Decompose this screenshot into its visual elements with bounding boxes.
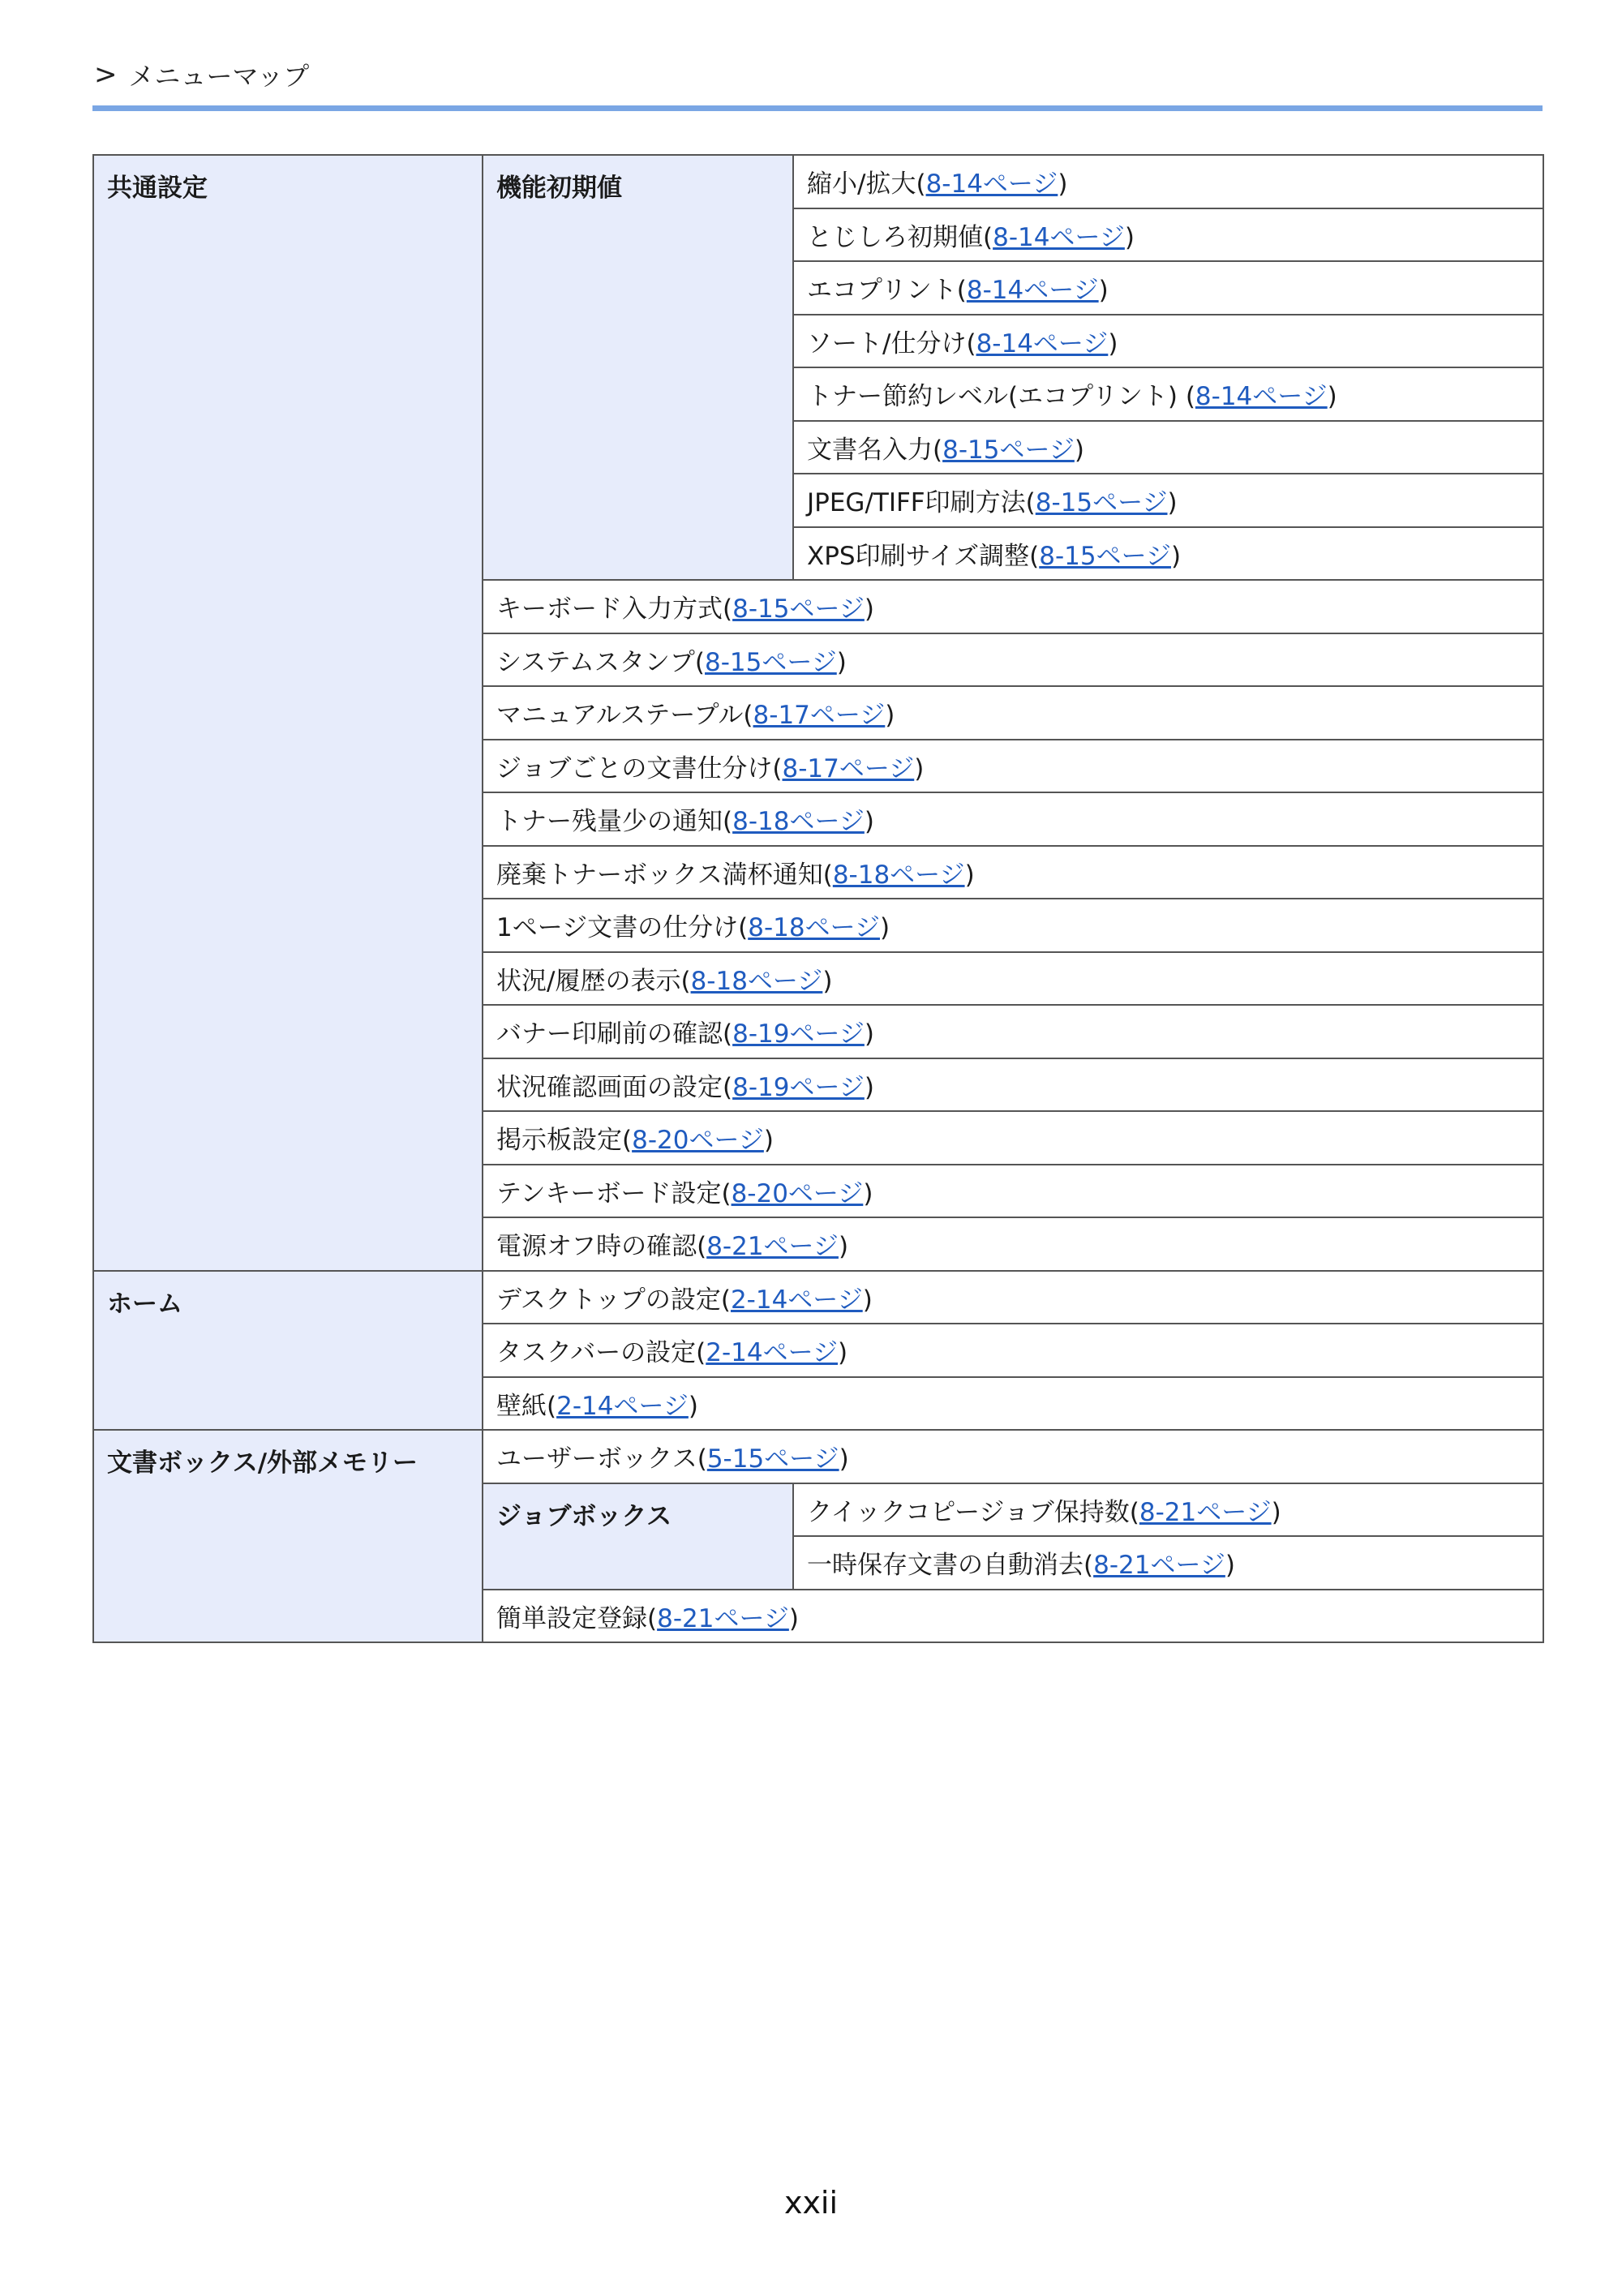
page-link[interactable]: 8-17ページ [753, 701, 886, 731]
menu-item: 一時保存文書の自動消去(8-21ページ) [793, 1536, 1543, 1590]
page-number: xxii [783, 2185, 839, 2221]
page-link[interactable]: 8-15ページ [732, 594, 865, 624]
page-link[interactable]: 8-17ページ [782, 753, 915, 783]
menu-item: 電源オフ時の確認(8-21ページ) [483, 1217, 1543, 1271]
header-title: メニューマップ [128, 61, 310, 92]
menu-item: XPS印刷サイズ調整(8-15ページ) [793, 527, 1543, 581]
menu-item: 簡単設定登録(8-21ページ) [483, 1590, 1543, 1643]
menu-item: 廃棄トナーボックス満杯通知(8-18ページ) [483, 846, 1543, 899]
page-link[interactable]: 8-19ページ [732, 1072, 865, 1102]
page-link[interactable]: 2-14ページ [706, 1338, 838, 1368]
menu-item: ジョブごとの文書仕分け(8-17ページ) [483, 740, 1543, 793]
subcategory-job-box: ジョブボックス [483, 1483, 793, 1590]
page-link[interactable]: 2-14ページ [730, 1285, 863, 1315]
menu-item: 掲示板設定(8-20ページ) [483, 1111, 1543, 1165]
page-link[interactable]: 8-20ページ [632, 1126, 764, 1156]
menu-item: 壁紙(2-14ページ) [483, 1377, 1543, 1431]
menu-item: マニュアルステープル(8-17ページ) [483, 686, 1543, 740]
page-link[interactable]: 8-15ページ [1039, 541, 1171, 571]
menu-item: エコプリント(8-14ページ) [793, 261, 1543, 315]
page-link[interactable]: 8-21ページ [657, 1603, 789, 1633]
menu-item: タスクバーの設定(2-14ページ) [483, 1324, 1543, 1377]
page-link[interactable]: 8-14ページ [925, 170, 1058, 200]
page-link[interactable]: 8-19ページ [732, 1019, 865, 1049]
menu-item: システムスタンプ(8-15ページ) [483, 633, 1543, 687]
page-link[interactable]: 8-20ページ [731, 1178, 864, 1208]
menu-item: とじしろ初期値(8-14ページ) [793, 208, 1543, 262]
menu-item: ソート/仕分け(8-14ページ) [793, 315, 1543, 368]
menu-item: 1ページ文書の仕分け(8-18ページ) [483, 899, 1543, 952]
page-link[interactable]: 5-15ページ [706, 1444, 839, 1474]
category-common-settings: 共通設定 [93, 155, 483, 1271]
menu-item: トナー節約レベル(エコプリント) (8-14ページ) [793, 367, 1543, 421]
page-link[interactable]: 8-21ページ [1093, 1551, 1225, 1581]
page-header [94, 52, 309, 97]
page-link[interactable]: 8-14ページ [976, 328, 1109, 358]
menu-map-table [92, 154, 1544, 1643]
menu-item: 状況/履歴の表示(8-18ページ) [483, 952, 1543, 1006]
menu-item: テンキーボード設定(8-20ページ) [483, 1165, 1543, 1218]
table-row [93, 155, 1543, 208]
menu-item: 縮小/拡大(8-14ページ) [793, 155, 1543, 208]
menu-item: トナー残量少の通知(8-18ページ) [483, 792, 1543, 846]
menu-item: ユーザーボックス(5-15ページ) [483, 1430, 1543, 1483]
chevron-right-icon: > [94, 58, 118, 91]
table-row [93, 1430, 1543, 1483]
menu-item: バナー印刷前の確認(8-19ページ) [483, 1005, 1543, 1058]
page-link[interactable]: 8-14ページ [1195, 382, 1328, 412]
page-link[interactable]: 8-15ページ [705, 647, 837, 677]
category-home: ホーム [93, 1271, 483, 1431]
category-document-box: 文書ボックス/外部メモリー [93, 1430, 483, 1642]
page-link[interactable]: 8-21ページ [706, 1232, 839, 1262]
page-link[interactable]: 8-21ページ [1139, 1497, 1272, 1527]
menu-item: 文書名入力(8-15ページ) [793, 421, 1543, 474]
subcategory-function-defaults: 機能初期値 [483, 155, 793, 580]
page-link[interactable]: 8-14ページ [993, 222, 1125, 252]
page-link[interactable]: 8-15ページ [942, 435, 1075, 465]
menu-item: キーボード入力方式(8-15ページ) [483, 580, 1543, 633]
menu-item: クイックコピージョブ保持数(8-21ページ) [793, 1483, 1543, 1537]
page-link[interactable]: 2-14ページ [556, 1391, 689, 1421]
header-divider [92, 105, 1543, 111]
menu-item: デスクトップの設定(2-14ページ) [483, 1271, 1543, 1324]
table-row [93, 1271, 1543, 1324]
page-link[interactable]: 8-15ページ [1035, 488, 1168, 518]
page-link[interactable]: 8-14ページ [966, 276, 1099, 306]
page-link[interactable]: 8-18ページ [832, 860, 965, 890]
menu-item: JPEG/TIFF印刷方法(8-15ページ) [793, 474, 1543, 527]
page-link[interactable]: 8-18ページ [748, 913, 880, 943]
page-link[interactable]: 8-18ページ [690, 966, 823, 996]
page-link[interactable]: 8-18ページ [732, 807, 865, 837]
menu-item: 状況確認画面の設定(8-19ページ) [483, 1058, 1543, 1112]
